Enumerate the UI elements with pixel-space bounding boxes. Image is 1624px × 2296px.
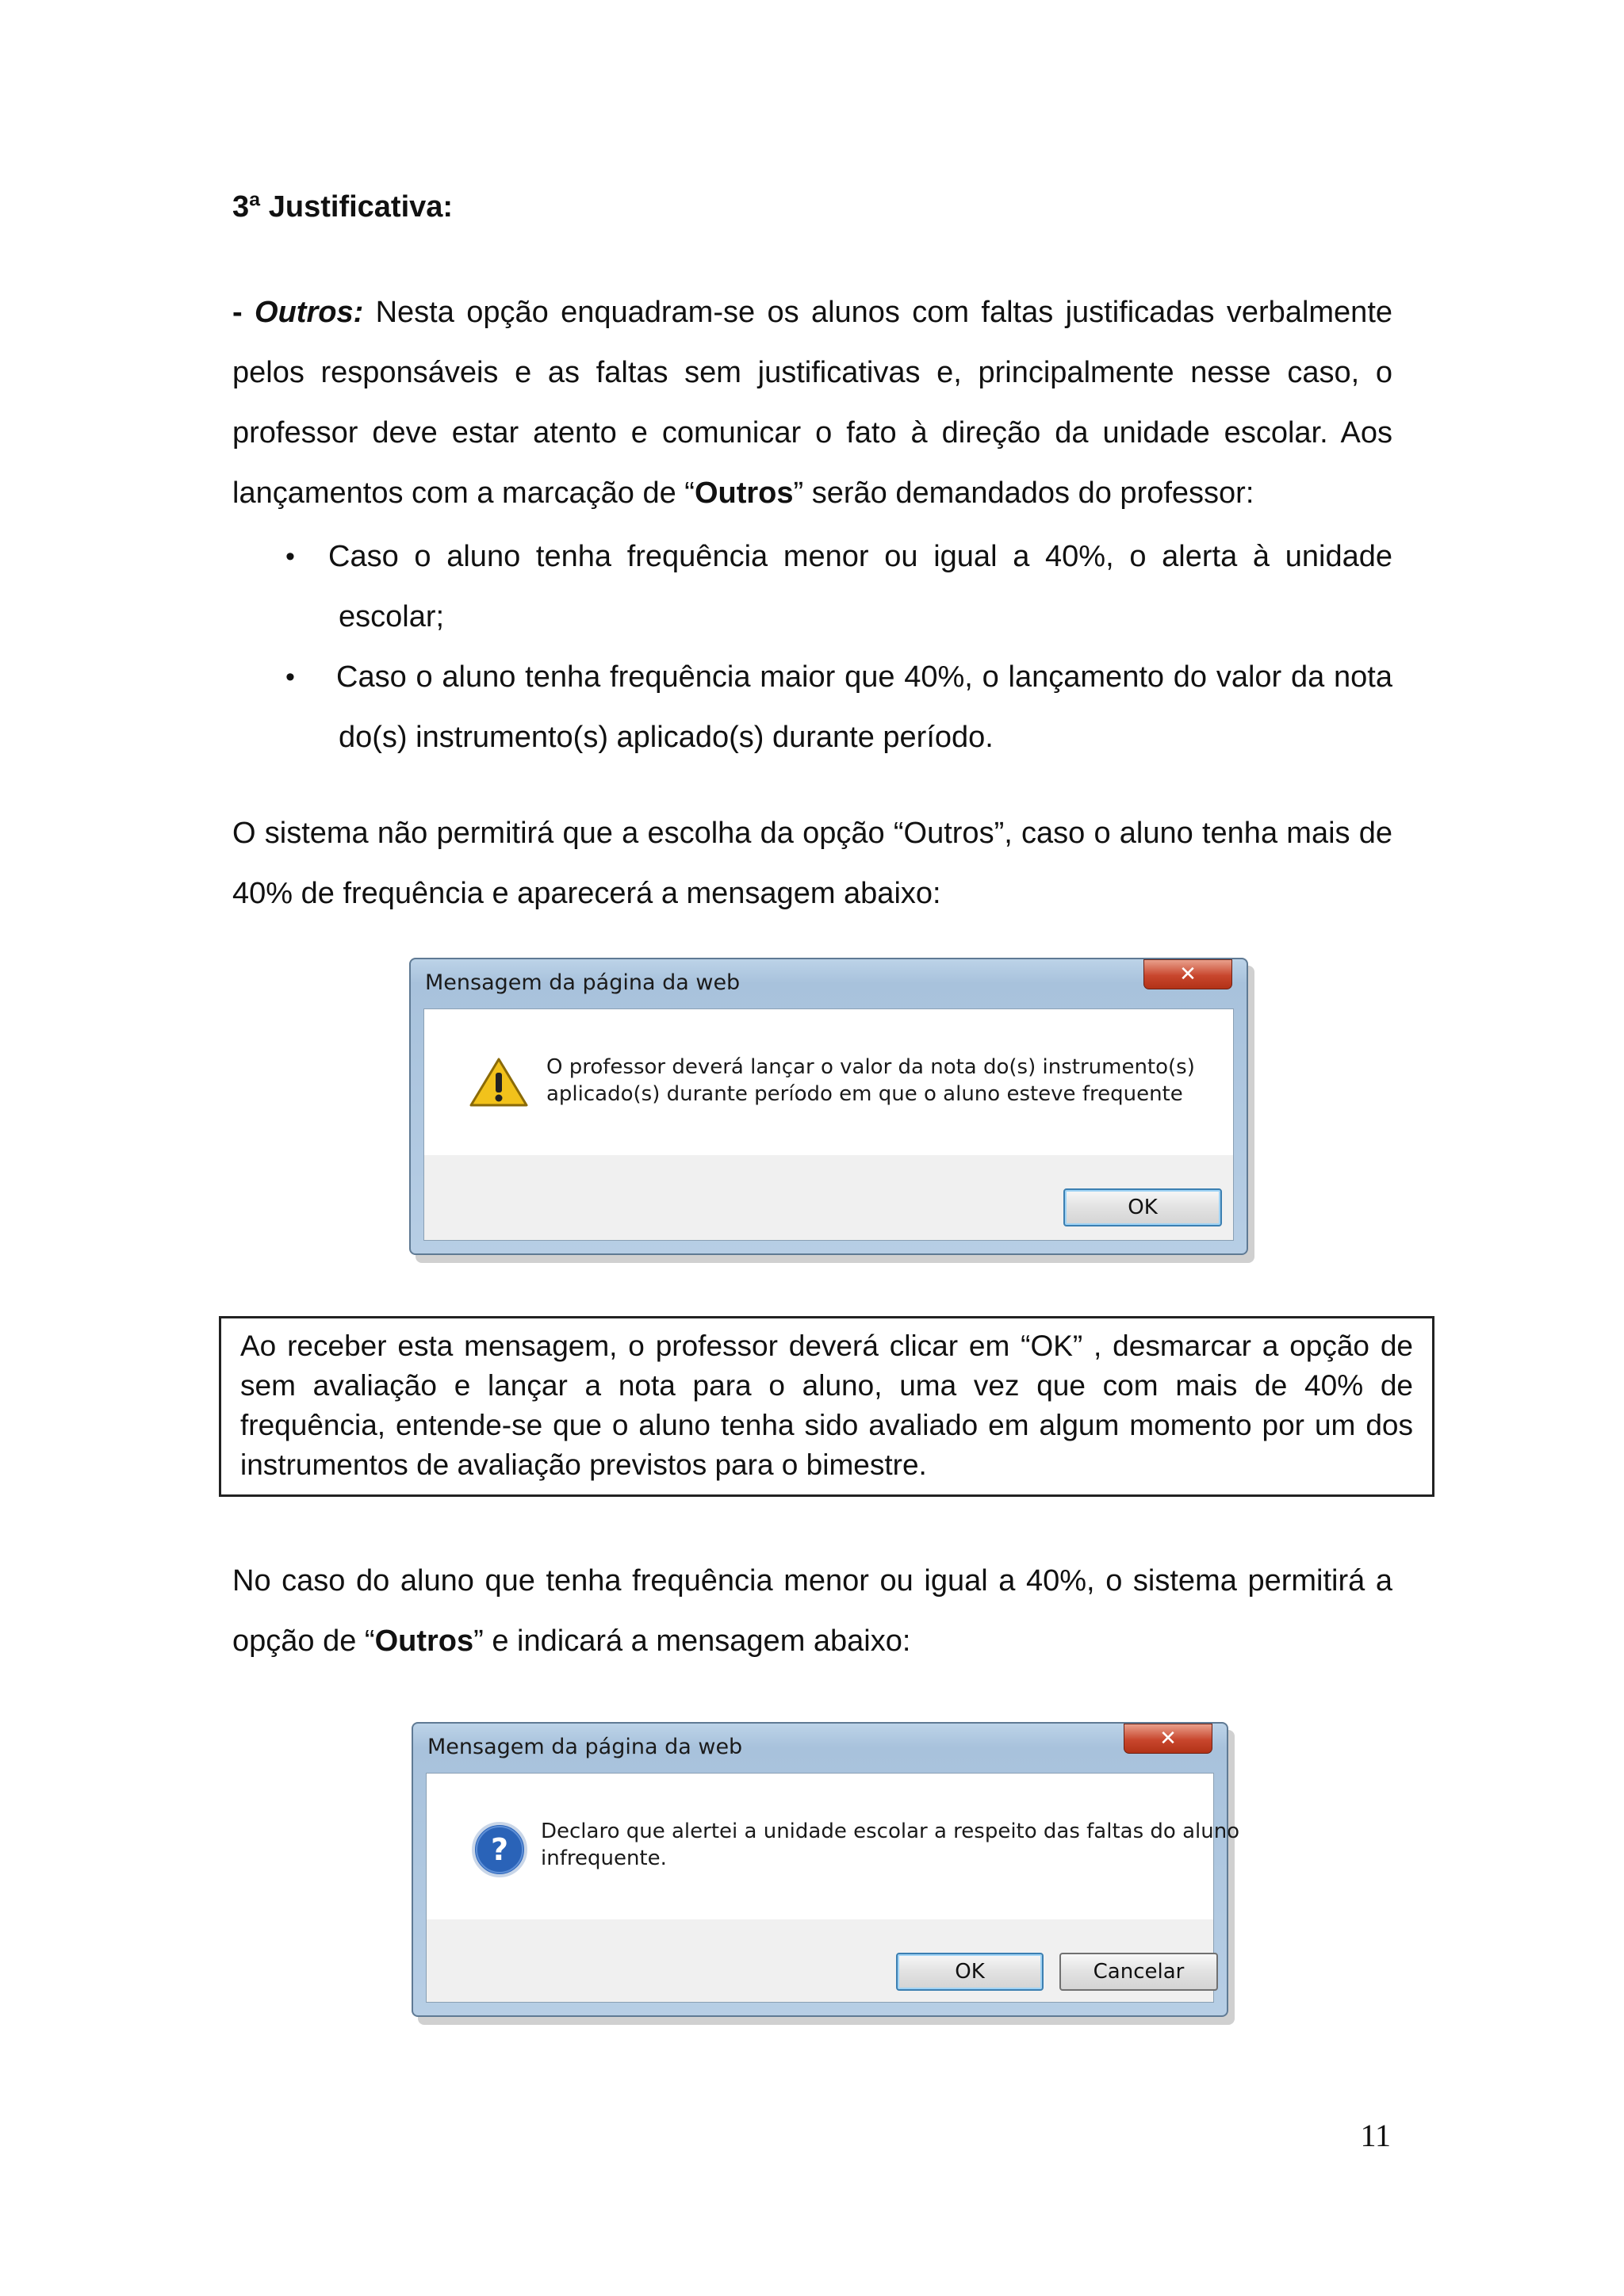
cancel-button[interactable]: Cancelar [1059,1953,1218,1991]
ok-button[interactable]: OK [1063,1188,1222,1226]
page-number: 11 [1360,2118,1391,2153]
dialog-title: Mensagem da página da web [425,970,741,995]
dialog-title: Mensagem da página da web [427,1735,743,1759]
list-item: • Caso o aluno tenha frequência menor ou igual a 40%, o alerta à unidade escolar; [285,526,1392,647]
dialog-body [423,1008,1234,1241]
dialog-message: O professor deverá lançar o valor da nota do(s) instrumento(s) aplicado(s) durante período em que o aluno esteve frequente [546,1055,1195,1106]
paragraph-infrequent: No caso do aluno que tenha frequência menor ou igual a 40%, o sistema permitirá a opção de “Outros” e indicará a mensagem abaixo: [232,1564,1392,1658]
note-box: Ao receber esta mensagem, o professor deverá clicar em “OK” , desmarcar a opção de sem avaliação e lançar a nota para o aluno, uma vez que com mais de 40% de frequência, entende-se que o aluno tenha sido avaliado em algum momento por um dos instrumentos de avaliação previstos para o bimestre. [219,1316,1434,1497]
close-button[interactable]: ✕ [1124,1724,1212,1754]
dash: - [232,296,255,329]
warning-dialog [409,958,1248,1255]
dialog-body [426,1773,1240,2003]
paragraph-system: O sistema não permitirá que a escolha da opção “Outros”, caso o aluno tenha mais de 40% de frequência e aparecerá a mensagem abaixo: [232,817,1392,910]
confirm-dialog [412,1722,1240,2017]
warning-icon [469,1057,529,1108]
bullet-icon: • [285,662,295,692]
svg-text:?: ? [490,1832,509,1867]
outros-label: Outros: [255,296,364,329]
dialog-content [427,1774,1240,1919]
question-icon [471,1821,528,1878]
paragraph-line: - Outros: Nesta opção enquadram-se os alunos com faltas justificadas verbalmente [232,296,1393,329]
dialog-message: Declaro que alertei a unidade escolar a respeito das faltas do aluno infrequente. [541,1820,1240,1870]
list-item: • Caso o aluno tenha frequência maior que 40%, o lançamento do valor da nota do(s) instrumento(s) aplicado(s) durante período. [285,647,1392,767]
paragraph-outros [232,282,1392,523]
close-button[interactable]: ✕ [1143,959,1232,989]
paragraph-line: professor deve estar atento e comunicar o fato à direção da unidade escolar. Aos [232,416,1392,450]
section-heading: 3ª Justificativa: [232,190,454,224]
ok-button[interactable]: OK [896,1953,1044,1991]
dialog-content [424,1009,1233,1155]
paragraph-line: lançamentos com a marcação de “Outros” serão demandados do professor: [232,476,1254,510]
bullet-icon: • [285,541,295,572]
paragraph-line: pelos responsáveis e as faltas sem justificativas e, principalmente nesse caso, o [232,356,1392,389]
